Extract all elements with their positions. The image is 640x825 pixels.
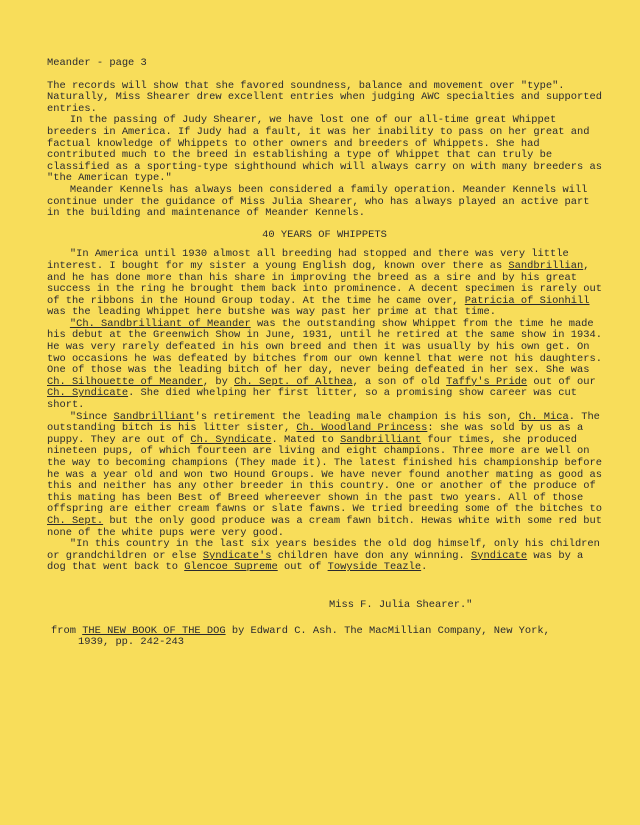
text-run: . The outstanding bitch is his litter sister, xyxy=(47,410,600,435)
text-run: 's retirement the leading male champion is his son, xyxy=(194,410,519,423)
text-run: children have don any winning. xyxy=(271,549,472,562)
source-citation xyxy=(51,626,602,649)
text-run: , a son of old xyxy=(352,375,447,388)
intro-paragraph-3: Meander Kennels has always been considered a family operation. Meander Kennels will continue under the guidance of Miss Julia Shearer, who has always played an active part in the building and maintenance of Meander Kennels. xyxy=(47,183,590,220)
page-header: Meander - page 3 xyxy=(47,57,147,69)
dog-name-syndicate: Ch. Syndicate xyxy=(190,433,272,446)
text-run: was the outstanding show Whippet from the time he made his debut at the Greenwich Show in June, 1931, until he retired at the same show in 1934. He was very rarely defeated in his own breed and then it was usually by his own get. On two occasions he was defeated by bitches from our own kennel that were not his daughters. One of those was the leading bitch of her day, never being defeated in her sex. She was xyxy=(47,317,602,377)
dog-name-glencoe-supreme: Glencoe Supreme xyxy=(184,561,278,574)
dog-name-mica: Ch. Mica xyxy=(518,410,569,423)
dog-name-silhouette: Ch. Silhouette of Meander xyxy=(47,375,203,388)
text-run: but the only good produce was a cream fawn bitch. Hewas white with some red but none of the white pups were very good. xyxy=(47,514,602,539)
text-run: "In America until 1930 almost all breeding had stopped and there was very little interest. I bought for my sister a young English dog, known over there as xyxy=(47,248,569,272)
text-run: out of our xyxy=(527,375,596,388)
section-title: 40 YEARS OF WHIPPETS xyxy=(262,228,387,241)
dog-name-sandbrilliant: Sandbrilliant xyxy=(113,410,195,423)
text-run: : she was sold by us as a puppy. They are out of xyxy=(47,422,584,446)
text-run: , by xyxy=(202,375,235,388)
dog-name-syndicate: Syndicate xyxy=(471,549,528,562)
dog-name-syndicates: Syndicate's xyxy=(202,549,272,562)
quote-paragraph-4 xyxy=(47,539,602,574)
intro-paragraph-2: In the passing of Judy Shearer, we have lost one of our all-time great Whippet breeders in America. If Judy had a fault, it was her inability to pass on her great and factual knowledge of Whippets to other owners and breeders of Whippets. She had contributed much to the breed in establishing a type of Whippet that can truly be classified as a sporting-type sighthound which will always carry on with many breeders as "the American type." xyxy=(47,114,602,185)
dog-name-syndicate: Ch. Syndicate xyxy=(47,387,129,400)
text-run: . She died whelping her first litter, so a promising show career was cut short. xyxy=(47,387,578,412)
dog-name-sept-althea: Ch. Sept. of Althea xyxy=(234,375,353,388)
text-run: from xyxy=(51,624,83,637)
quote-paragraph-3 xyxy=(47,412,602,540)
text-run: was the leading Whippet here butshe was way past her prime at that time. xyxy=(47,306,496,319)
text-run: four times, she produced nineteen pups, of which fourteen are living and eight champions. Three more are well on the way to becoming champions (They made it). The latest finished his championship before he was a year old and won two Hound Groups. We have never found another mating as good as this and neither has any other breeder in this country. One or another of the produce of this mating has been Best of Breed whereever shown in the past two years. All of those offspring are either cream fawns or slate fawns. We tried breeding some of the bitches to xyxy=(47,433,602,516)
dog-name-sept: Ch. Sept. xyxy=(47,514,104,527)
dog-name-sandbrillian: Sandbrillian xyxy=(508,259,584,272)
citation-line-2: 1939, pp. 242-243 xyxy=(78,636,185,649)
text-run: "Since xyxy=(69,410,114,423)
dog-name-towyside-teazle: Towyside Teazle xyxy=(327,561,422,574)
text-run: . Mated to xyxy=(271,433,341,446)
dog-name-woodland-princess: Ch. Woodland Princess xyxy=(296,422,428,435)
document-body xyxy=(47,58,602,649)
text-run: , and he has done more than his share in improving the breed as a sire and by his great success in the ring he brought them back into prominence. A decent specimen is rarely out of the ribbons in the Hound Group today. At the time he came over, xyxy=(47,259,602,307)
text-run: by Edward C. Ash. The MacMillian Company, New York, xyxy=(225,624,550,637)
text-run: . xyxy=(421,561,428,574)
dog-name-sandbrilliant-meander: "Ch. Sandbrilliant of Meander xyxy=(69,317,251,330)
intro-paragraph-1: The records will show that she favored soundness, balance and movement over "type". Naturally, Miss Shearer drew excellent entries when judging AWC specialties and supported entries. xyxy=(47,79,602,115)
dog-name-sandbrilliant: Sandbrilliant xyxy=(340,433,422,446)
text-run: out of xyxy=(277,561,328,574)
dog-name-taffys-pride: Taffy's Pride xyxy=(446,375,528,388)
book-title: THE NEW BOOK OF THE DOG xyxy=(82,624,226,637)
dog-name-patricia: Patricia of Sionhill xyxy=(464,294,590,307)
text-run: "In this country in the last six years besides the old dog himself, only his children or grandchildren or else xyxy=(47,538,600,562)
quote-paragraph-2 xyxy=(47,319,602,412)
signature: Miss F. Julia Shearer." xyxy=(329,598,473,611)
text-run: was by a dog that went back to xyxy=(47,549,584,574)
quote-paragraph-1 xyxy=(47,249,602,319)
